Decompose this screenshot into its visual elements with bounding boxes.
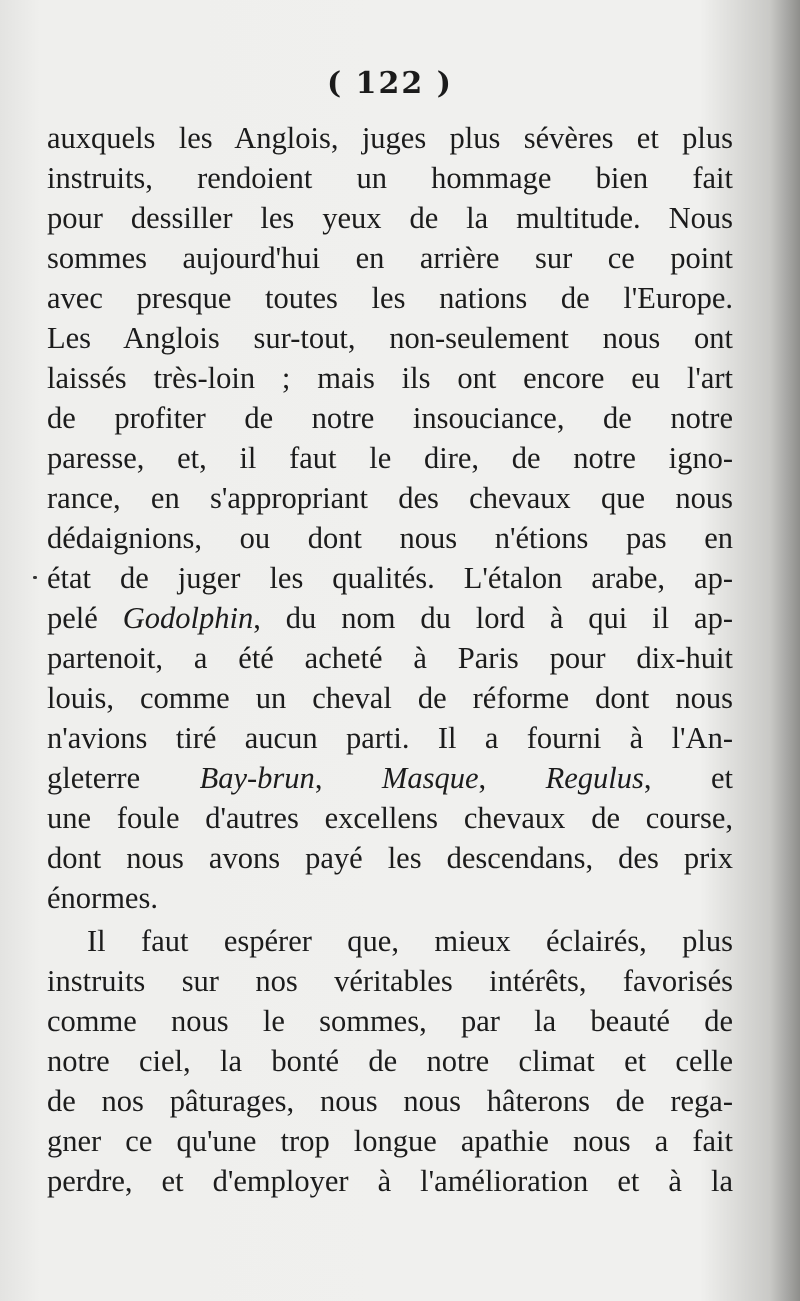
- text-segment: , du nom du lord à qui il ap-: [253, 601, 733, 635]
- body-text: [47, 118, 733, 1201]
- text-line: n'avions tiré aucun parti. Il a fourni à l'An-: [47, 721, 733, 755]
- margin-mark: [33, 576, 37, 579]
- text-line: [47, 758, 733, 798]
- text-line: instruits sur nos véritables intérêts, favorisés: [47, 964, 733, 998]
- text-line: une foule d'autres excellens chevaux de course,: [47, 801, 733, 835]
- text-segment: , et: [643, 761, 733, 795]
- text-line: dont nous avons payé les descendans, des prix: [47, 841, 733, 875]
- text-line: rance, en s'appropriant des chevaux que nous: [47, 481, 733, 515]
- text-line: Les Anglois sur-tout, non-seulement nous ont: [47, 321, 733, 355]
- text-line: dédaignions, ou dont nous n'étions pas en: [47, 521, 733, 555]
- text-segment: ,: [478, 761, 546, 795]
- text-line: de nos pâturages, nous nous hâterons de rega-: [47, 1084, 733, 1118]
- text-line: perdre, et d'employer à l'amélioration et à la: [47, 1164, 733, 1198]
- text-line: pour dessiller les yeux de la multitude. Nous: [47, 201, 733, 235]
- text-line: louis, comme un cheval de réforme dont nous: [47, 681, 733, 715]
- text-line: Il faut espérer que, mieux éclairés, plus: [87, 924, 733, 958]
- text-line: laissés très-loin ; mais ils ont encore eu l'art: [47, 361, 733, 395]
- text-line: de profiter de notre insouciance, de notre: [47, 401, 733, 435]
- text-line: instruits, rendoient un hommage bien fait: [47, 161, 733, 195]
- text-segment: gleterre: [47, 761, 200, 795]
- italic-name-bay-brun: Bay-brun: [199, 761, 315, 795]
- text-segment: pelé: [47, 601, 123, 635]
- text-line: partenoit, a été acheté à Paris pour dix-huit: [47, 641, 733, 675]
- text-line: avec presque toutes les nations de l'Europe.: [47, 281, 733, 315]
- text-segment: ,: [314, 761, 382, 795]
- text-line: notre ciel, la bonté de notre climat et celle: [47, 1044, 733, 1078]
- italic-name-masque: Masque: [381, 761, 479, 795]
- text-line: comme nous le sommes, par la beauté de: [47, 1004, 733, 1038]
- text-line: gner ce qu'une trop longue apathie nous a fait: [47, 1124, 733, 1158]
- text-line: état de juger les qualités. L'étalon arabe, ap-: [47, 561, 733, 595]
- text-line: [47, 598, 733, 638]
- italic-name-godolphin: Godolphin: [122, 601, 254, 635]
- page-number: ( 122 ): [327, 66, 453, 101]
- text-line: énormes.: [47, 881, 158, 915]
- text-line: paresse, et, il faut le dire, de notre igno-: [47, 441, 733, 475]
- italic-name-regulus: Regulus: [545, 761, 644, 795]
- text-line: sommes aujourd'hui en arrière sur ce point: [47, 241, 733, 275]
- text-line: auxquels les Anglois, juges plus sévères et plus: [47, 121, 733, 155]
